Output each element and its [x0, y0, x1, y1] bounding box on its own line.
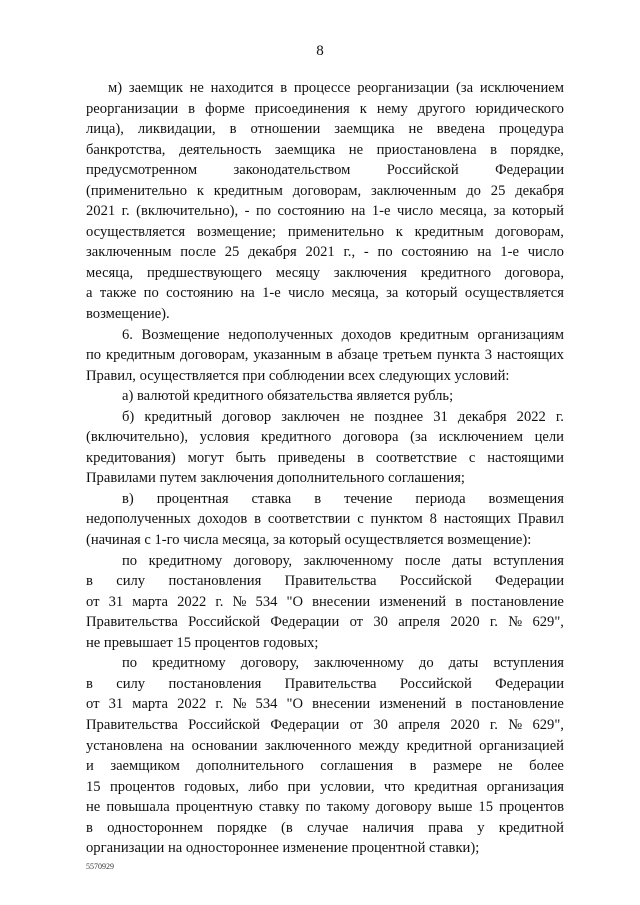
- text-line: месяца, предшествующего месяцу заключения кредитного договора,: [86, 264, 564, 281]
- text-line: 15 процентов годовых, либо при условии, что кредитная организация: [86, 778, 564, 795]
- text-line: от 31 марта 2022 г. № 534 "О внесении изменений в постановление: [86, 696, 564, 713]
- text-line: в одностороннем порядке (в случае наличия права у кредитной: [86, 819, 564, 836]
- text-line: 6. Возмещение недополученных доходов кредитным организациям: [122, 326, 564, 343]
- text-line: реорганизации в форме присоединения к нему другого юридического: [86, 100, 564, 117]
- text-line: в силу постановления Правительства Российской Федерации: [86, 573, 564, 590]
- text-line: (применительно к кредитным договорам, заключенным до 25 декабря: [86, 182, 564, 199]
- text-line: предусмотренном законодательством Российской Федерации: [86, 162, 564, 179]
- text-line: банкротства, деятельность заемщика не приостановлена в порядке,: [86, 141, 564, 158]
- text-line: осуществляется возмещение; применительно к кредитным договорам,: [86, 223, 564, 240]
- text-line: лица), ликвидации, в отношении заемщика не введена процедура: [86, 121, 564, 138]
- text-line: (начиная с 1-го числа месяца, за который осуществляется возмещение):: [86, 532, 532, 549]
- text-line: заключенным после 25 декабря 2021 г., - по состоянию на 1-е число: [86, 244, 564, 261]
- text-line: не повышала процентную ставку по такому договору выше 15 процентов: [86, 799, 564, 816]
- text-line: не превышает 15 процентов годовых;: [86, 634, 319, 651]
- text-line: по кредитному договору, заключенному до даты вступления: [122, 655, 564, 672]
- text-line: кредитования) могут быть приведены в соответствие с настоящими: [86, 449, 564, 466]
- text-line: а) валютой кредитного обязательства является рубль;: [122, 388, 454, 405]
- text-line: недополученных доходов в соответствии с пунктом 8 настоящих Правил: [86, 511, 564, 528]
- text-line: Правил, осуществляется при соблюдении всех следующих условий:: [86, 367, 510, 384]
- text-line: а также по состоянию на 1-е число месяца, за который осуществляется: [86, 285, 564, 302]
- text-line: установлена на основании заключенного между кредитной организацией: [86, 737, 564, 754]
- text-line: от 31 марта 2022 г. № 534 "О внесении изменений в постановление: [86, 593, 564, 610]
- page-number: 8: [316, 43, 324, 59]
- text-line: Правительства Российской Федерации от 30 апреля 2020 г. № 629",: [86, 614, 564, 631]
- text-line: организации на одностороннее изменение процентной ставки);: [86, 840, 480, 857]
- text-line: по кредитным договорам, указанным в абзаце третьем пункта 3 настоящих: [86, 347, 564, 364]
- text-line: б) кредитный договор заключен не позднее 31 декабря 2022 г.: [122, 408, 564, 425]
- text-line: Правилами путем заключения дополнительного соглашения;: [86, 470, 465, 487]
- text-line: м) заемщик не находится в процессе реорганизации (за исключением: [108, 80, 564, 96]
- text-line: Правительства Российской Федерации от 30 апреля 2020 г. № 629",: [86, 716, 564, 733]
- text-line: (включительно), условия кредитного договора (за исключением цели: [86, 429, 564, 446]
- document-body: [86, 78, 564, 859]
- text-line: 2021 г. (включительно), - по состоянию на 1-е число месяца, за который: [86, 203, 564, 220]
- text-line: возмещение).: [86, 306, 170, 323]
- footer-document-code: 5570929: [86, 862, 114, 871]
- text-line: в) процентная ставка в течение периода возмещения: [122, 490, 564, 507]
- text-line: по кредитному договору, заключенному после даты вступления: [122, 552, 564, 569]
- text-line: в силу постановления Правительства Российской Федерации: [86, 675, 564, 692]
- text-line: и заемщиком дополнительного соглашения в размере не более: [86, 758, 564, 775]
